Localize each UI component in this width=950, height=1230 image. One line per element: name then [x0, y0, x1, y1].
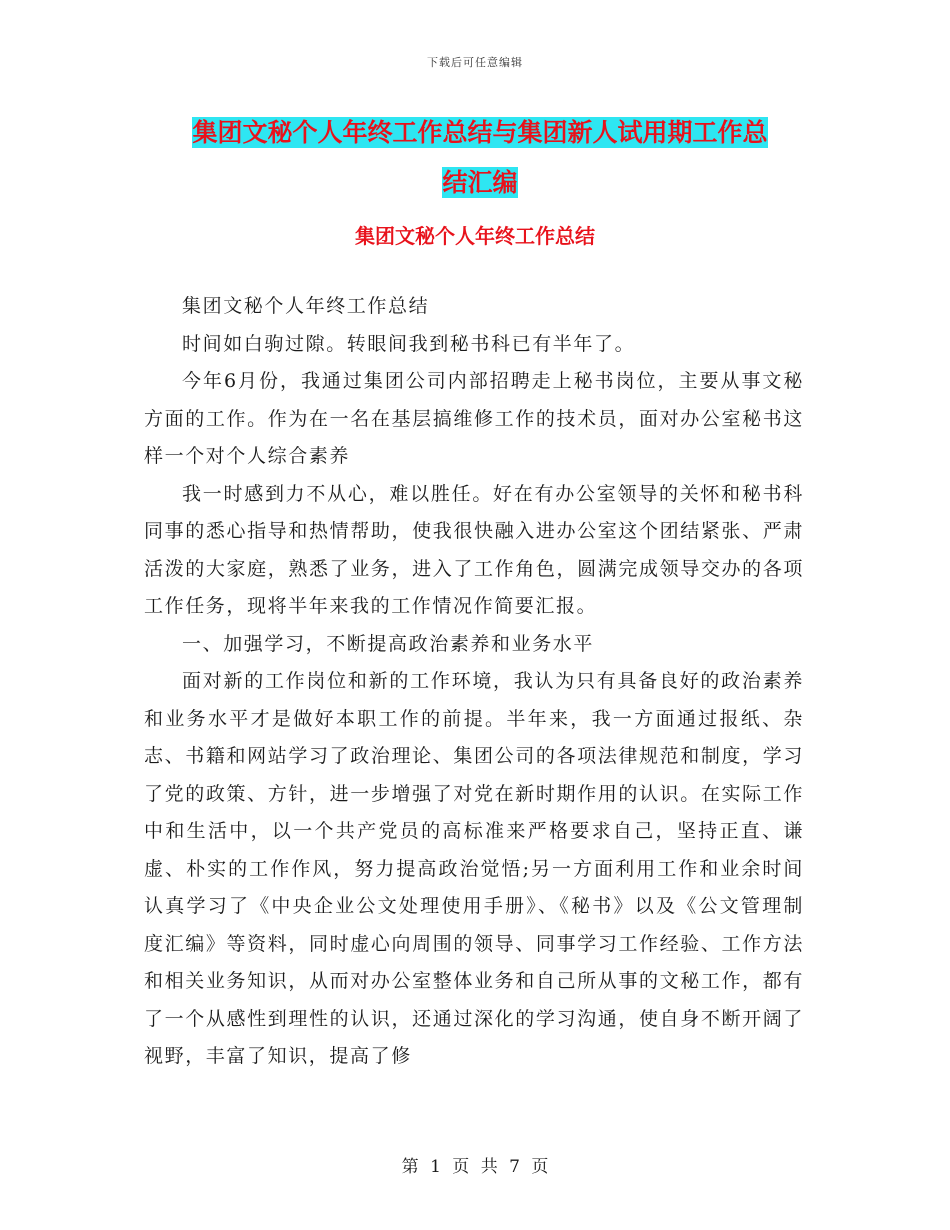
body-text [144, 288, 804, 1076]
paragraph: 集团文秘个人年终工作总结 [182, 295, 430, 317]
page-footer: 第 1 页 共 7 页 [401, 1157, 549, 1177]
paragraph: 面对新的工作岗位和新的工作环境，我认为只有具备良好的政治素养和业务水平才是做好本职工作的前提。半年来，我一方面通过报纸、杂志、书籍和网站学习了政治理论、集团公司的各项法律规范和制度，学习了党的政策、方针，进一步增强了对党在新时期作用的认识。在实际工作中和生活中，以一个共产党员的高标准来严格要求自己，坚持正直、谦虚、朴实的工作作风，努力提高政治觉悟;另一方面利用工作和业余时间认真学习了《中央企业公文处理使用手册》、《秘书》以及《公文管理制度汇编》等资料，同时虚心向周围的领导、同事学习工作经验、工作方法和相关业务知识，从而对办公室整体业务和自己所从事的文秘工作，都有了一个从感性到理性的认识，还通过深化的学习沟通，使自身不断开阔了视野，丰富了知识，提高了修 [144, 670, 804, 1067]
section-title: 集团文秘个人年终工作总结 [355, 224, 595, 248]
paragraph: 一、加强学习，不断提高政治素养和业务水平 [182, 632, 595, 655]
paragraph: 时间如白驹过隙。转眼间我到秘书科已有半年了。 [182, 332, 636, 355]
paragraph: 今年6月份，我通过集团公司内部招聘走上秘书岗位，主要从事文秘方面的工作。作为在一名在基层搞维修工作的技术员，面对办公室秘书这样一个对个人综合素养 [144, 370, 804, 467]
paragraph: 我一时感到力不从心，难以胜任。好在有办公室领导的关怀和秘书科同事的悉心指导和热情帮助，使我很快融入进办公室这个团结紧张、严肃活泼的大家庭，熟悉了业务，进入了工作角色，圆满完成领导交办的各项工作任务，现将半年来我的工作情况作简要汇报。 [144, 482, 804, 617]
document-title-line-1: 集团文秘个人年终工作总结与集团新人试用期工作总 [192, 118, 768, 147]
header-note: 下载后可任意编辑 [427, 56, 523, 69]
document-title [150, 108, 810, 208]
document-title-line-2: 结汇编 [442, 168, 518, 197]
